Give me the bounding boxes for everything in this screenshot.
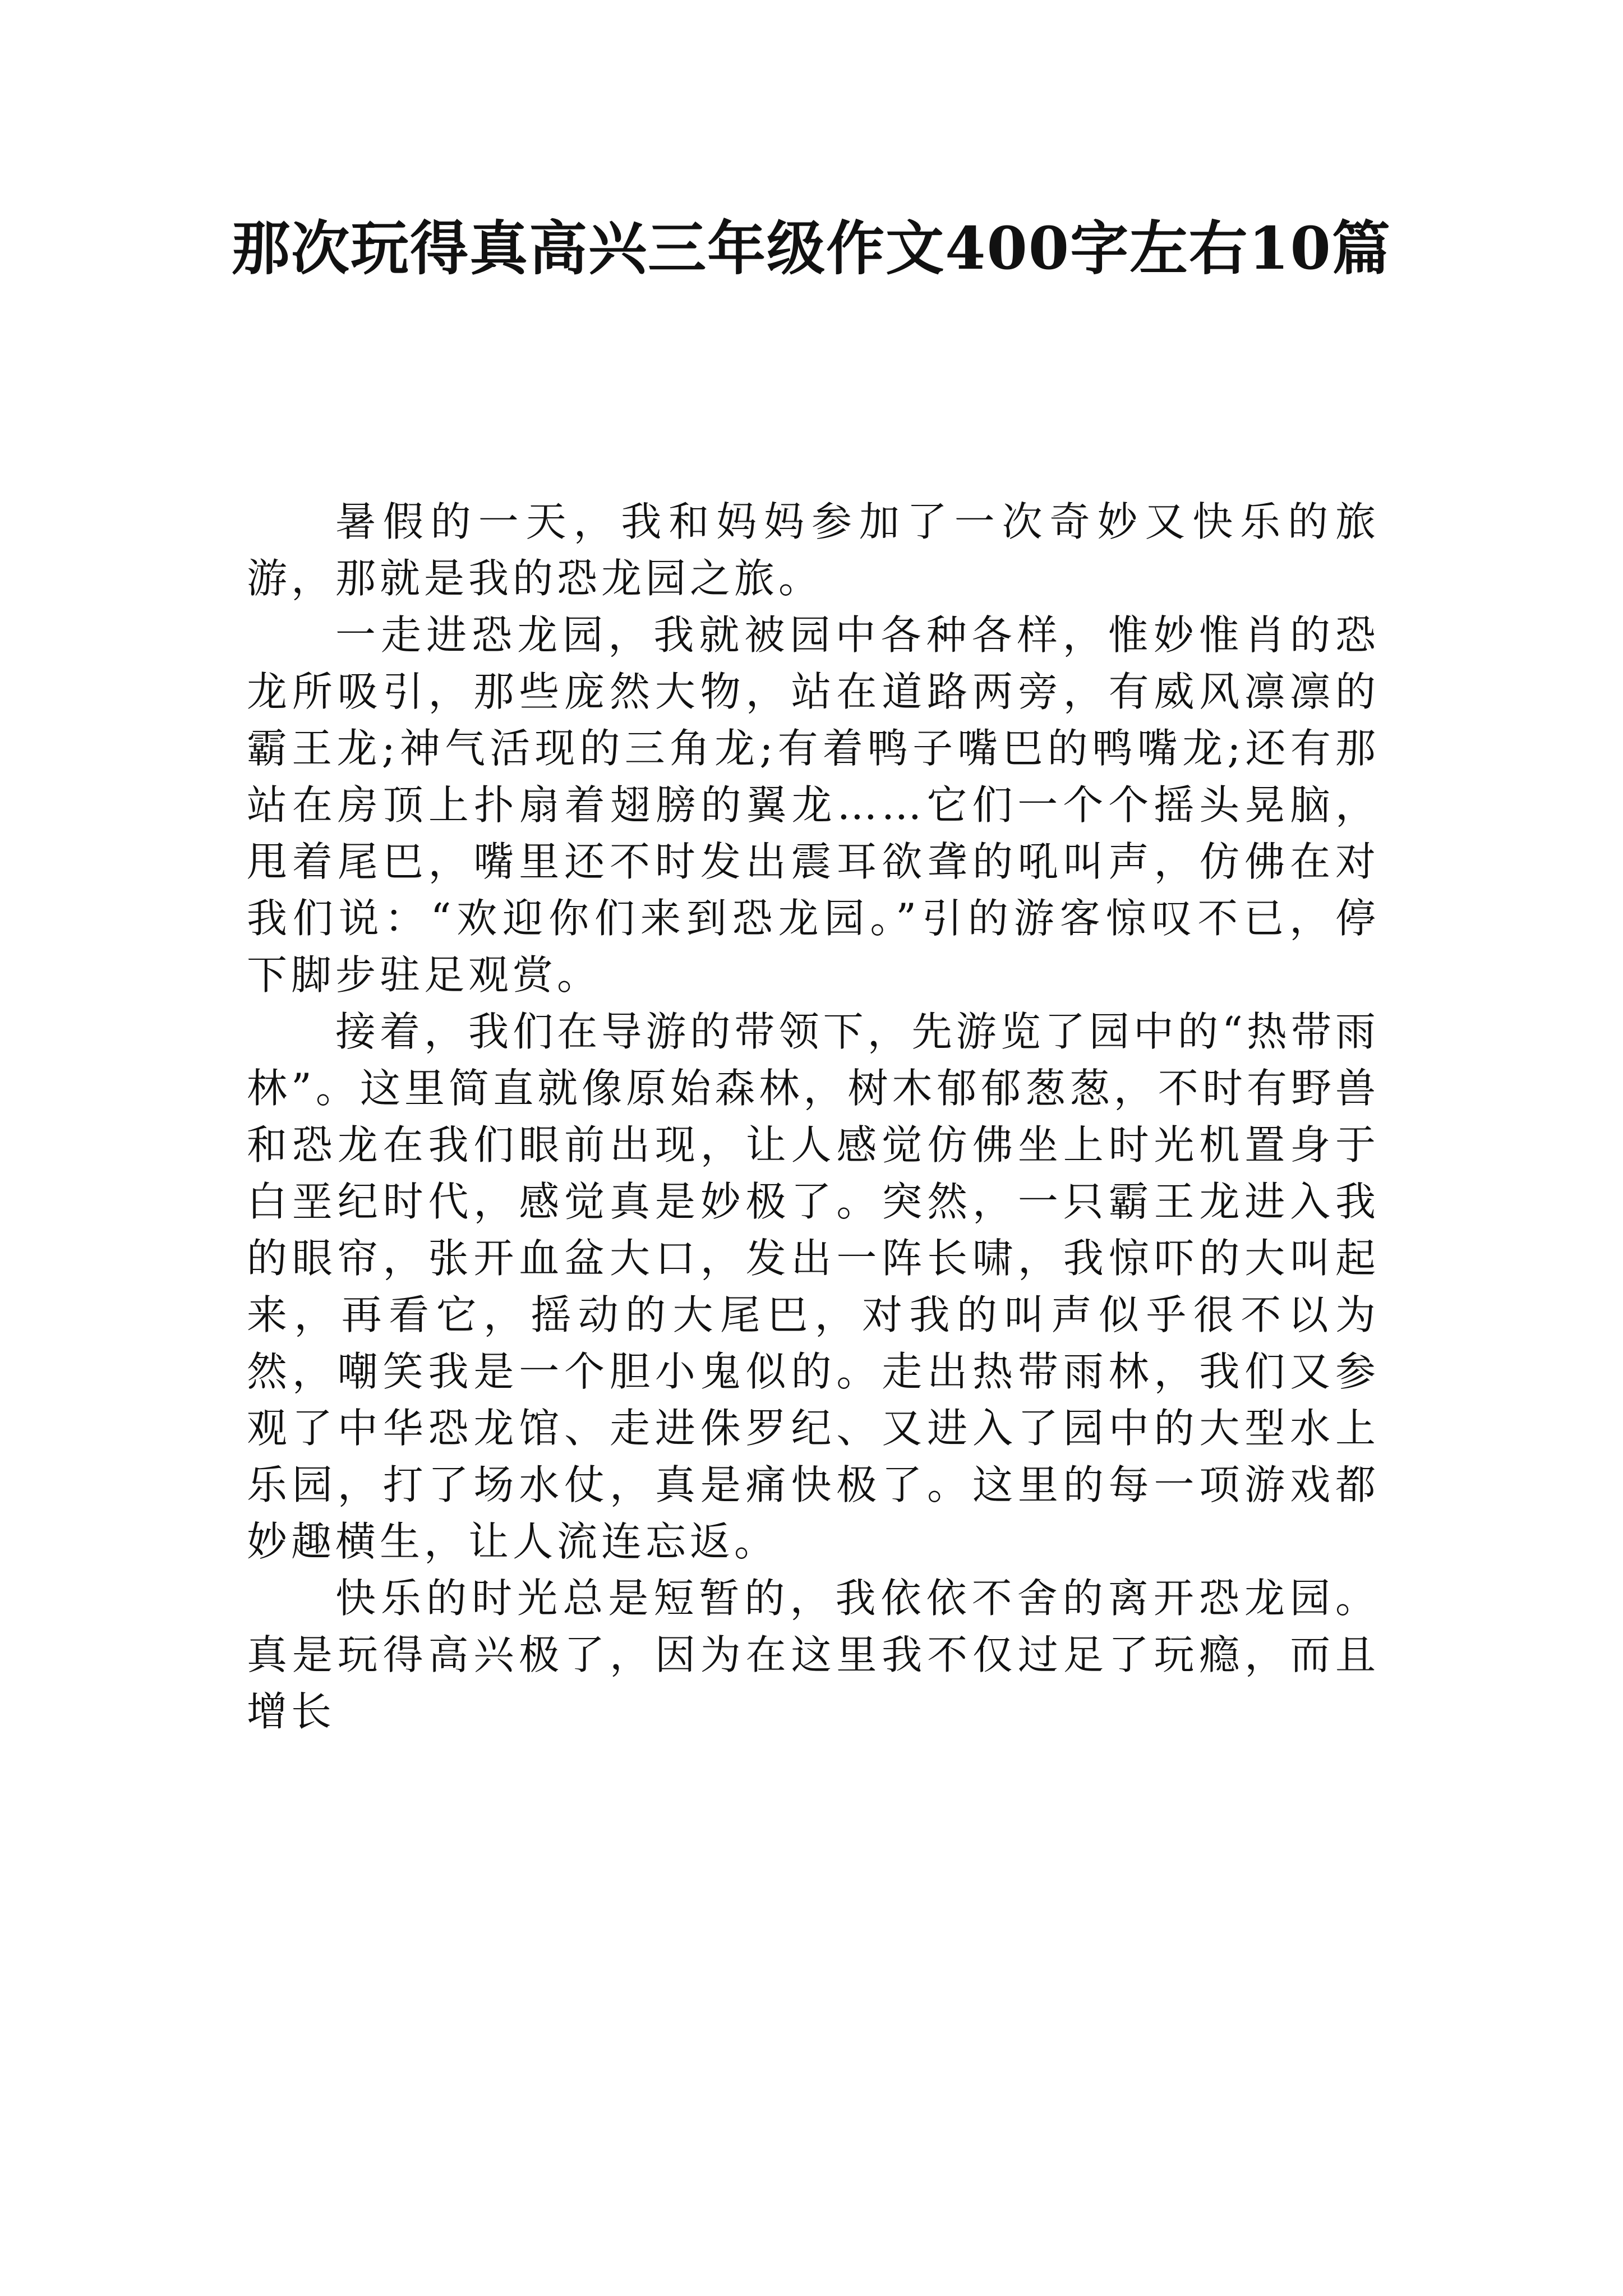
paragraph-3: 接着，我们在导游的带领下，先游览了园中的“热带雨林”。这里简直就像原始森林，树木郁郁葱葱，不时有野兽和恐龙在我们眼前出现，让人感觉仿佛坐上时光机置身于白垩纪时代，感觉真是妙极了。突然，一只霸王龙进入我的眼帘，张开血盆大口，发出一阵长啸，我惊吓的大叫起来，再看它，摇动的大尾巴，对我的叫声似乎很不以为然，嘲笑我是一个胆小鬼似的。走出热带雨林，我们又参观了中华恐龙馆、走进侏罗纪、又进入了园中的大型水上乐园，打了场水仗，真是痛快极了。这里的每一项游戏都妙趣横生，让人流连忘返。	[247, 1008, 1380, 1565]
paragraph-2: 一走进恐龙园，我就被园中各种各样，惟妙惟肖的恐龙所吸引，那些庞然大物，站在道路两旁，有威风凛凛的霸王龙;神气活现的三角龙;有着鸭子嘴巴的鸭嘴龙;还有那站在房顶上扑扇着翅膀的翼龙……它们一个个摇头晃脑，甩着尾巴，嘴里还不时发出震耳欲聋的吼叫声，仿佛在对我们说：“欢迎你们来到恐龙园。”引的游客惊叹不已，停下脚步驻足观赏。	[247, 611, 1380, 999]
paragraph-1: 暑假的一天，我和妈妈参加了一次奇妙又快乐的旅游，那就是我的恐龙园之旅。	[247, 498, 1380, 602]
document-body	[247, 494, 1380, 1740]
paragraph-4: 快乐的时光总是短暂的，我依依不舍的离开恐龙园。真是玩得高兴极了，因为在这里我不仅过足了玩瘾，而且增长	[247, 1575, 1380, 1735]
document-title: 那次玩得真高兴三年级作文400字左右10篇	[232, 214, 1391, 283]
